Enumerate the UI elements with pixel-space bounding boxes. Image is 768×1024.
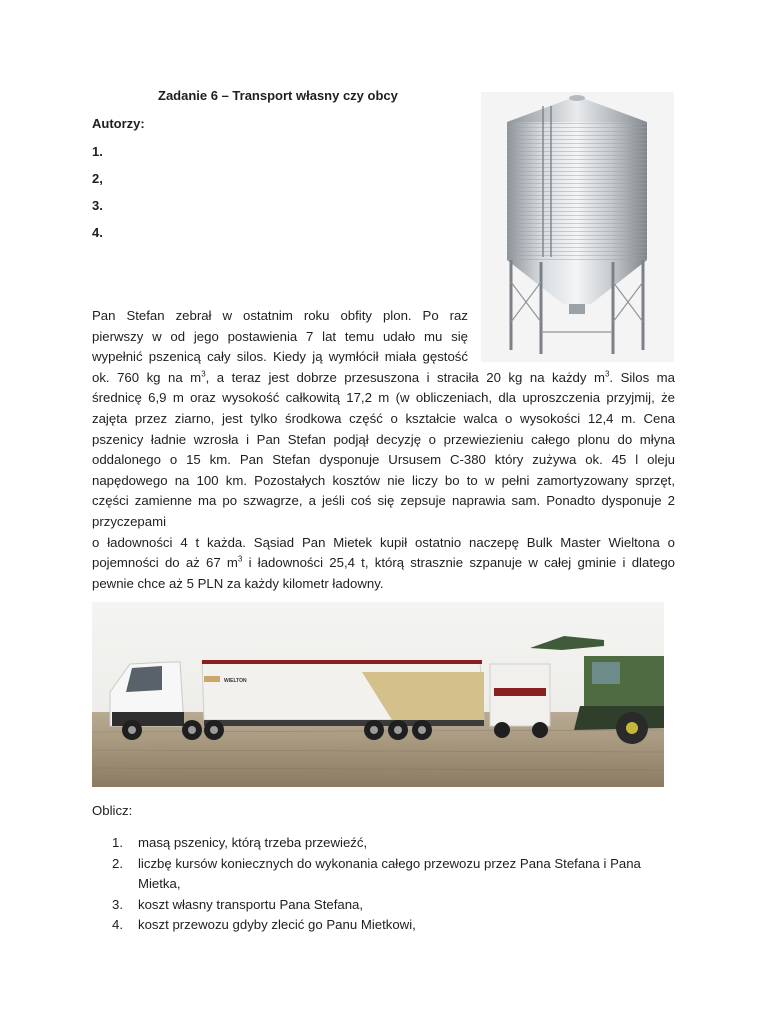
author-line-1: 1. bbox=[92, 144, 103, 159]
author-line-2: 2, bbox=[92, 171, 103, 186]
problem-paragraph: Pan Stefan zebrał w ostatnim roku obfity plon. Po raz pierwszy w od jego postawienia 7 lat temu udało mu się wypełnić pszenicą cały silos. Kiedy ją wymłócił miała gęstość ok. 760 kg na $m^3$, a teraz jest dobrze przesuszona i straciła 20 kg na każdy $m^3$. Silos ma średnicę 6,9 m oraz wysokość całkowitą 17,2 m (w obliczeniach, dla uproszczenia przyjmij, że zajęta przez ziarno, jest tylko środkowa część o kształcie walca o wysokości 12,4 m. Cena pszenicy ładnie wzrosła i Pan Stefan podjął decyzję o przewiezieniu całego plonu do młyna oddalonego o 15 km. Pan Stefan dysponuje Ursusem C-380 który zużywa ok. 45 l oleju napędowego na 100 km. Pozostałych kosztów nie liczy bo to w pełni zamortyzowany sprzęt, części zamienne ma po szwagrze, a jeśli coś się zepsuje naprawia sam. Ponadto dysponuje 2 przyczepami o ładowności 4 t każda. Sąsiad Pan Mietek kupił ostatnio naczepę Bulk Master Wieltona o pojemności do aż 67 $m^3$ i ładowności 25,4 t, którą strasznie szpanuje w całej gminie i dlatego pewnie chce aż 5 PLN za każdy kilometr ładowny. bbox=[92, 308, 675, 591]
list-item: 3. koszt własny transportu Pana Stefana, bbox=[112, 896, 364, 912]
list-item: 2. liczbę kursów koniecznych do wykonania całego przewozu przez Pana Stefana i Pana Mietka, bbox=[112, 855, 641, 891]
task-list bbox=[112, 833, 672, 936]
oblicz-heading: Oblicz: bbox=[92, 803, 133, 818]
task-title: Zadanie 6 – Transport własny czy obcy bbox=[158, 88, 398, 103]
authors-label: Autorzy: bbox=[92, 116, 145, 131]
author-line-4: 4. bbox=[92, 225, 103, 240]
wielton-logo: WIELTON bbox=[224, 678, 247, 684]
author-line-3: 3. bbox=[92, 198, 103, 213]
truck-harvester-image bbox=[92, 602, 664, 787]
list-item: 1. masą pszenicy, którą trzeba przewieźć, bbox=[112, 835, 368, 850]
list-item: 4. koszt przewozu gdyby zlecić go Panu Mietkowi, bbox=[112, 917, 416, 932]
